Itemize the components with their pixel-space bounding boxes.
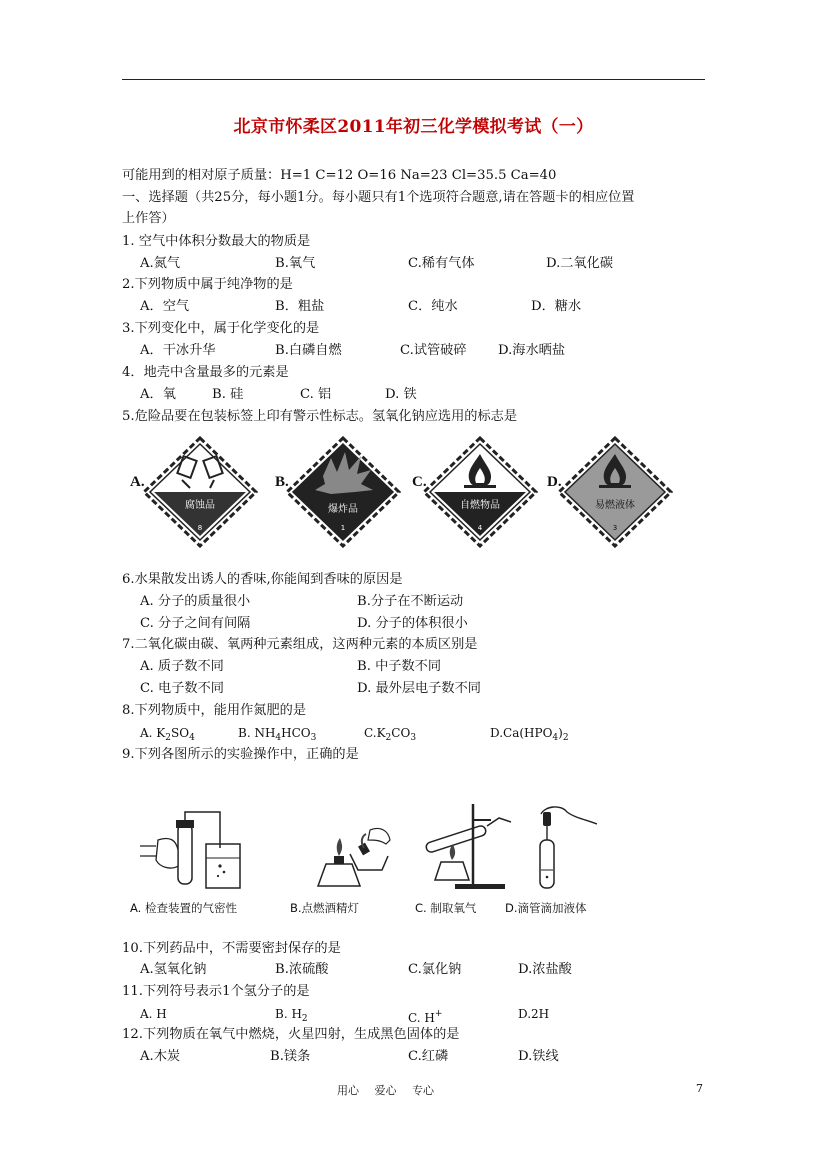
section-heading-cont: 上作答） [122, 211, 175, 226]
q3-option-d: D.海水晒盐 [498, 343, 566, 358]
q11-option-d: D.2H [518, 1007, 550, 1021]
corrosive-sign-icon [130, 436, 260, 548]
question-10: 10.下列药品中，不需要密封保存的是 [122, 941, 341, 956]
header-rule [122, 79, 705, 80]
sign-b-num: 1 [340, 524, 346, 532]
q8-c-text: C.K [364, 726, 386, 740]
q8-option-a [140, 724, 195, 747]
question-9: 9.下列各图所示的实验操作中，正确的是 [122, 747, 359, 762]
q6-option-c: C. 分子之间有间隔 [140, 616, 251, 631]
q1-option-b: B.氧气 [275, 256, 316, 271]
lab-c-caption: C. 制取氧气 [415, 901, 477, 915]
q10-option-c: C.氯化钠 [408, 962, 462, 977]
q7-option-d: D. 最外层电子数不同 [357, 681, 481, 696]
sign-self-igniting [412, 436, 542, 548]
q8-b-sub2: 3 [310, 733, 317, 743]
sign-d-letter: D. [547, 474, 562, 490]
q4-option-a: A．氧 [140, 387, 176, 402]
q8-c-sub2: 3 [410, 733, 417, 743]
q3-option-a: A．干冰升华 [140, 343, 216, 358]
q7-option-b: B. 中子数不同 [357, 659, 442, 674]
q12-option-c: C.红磷 [408, 1049, 449, 1064]
question-2: 2.下列物质中属于纯净物的是 [122, 277, 293, 292]
question-3: 3.下列变化中，属于化学变化的是 [122, 321, 320, 336]
q8-a-sub2: 4 [189, 733, 195, 743]
q8-c-mid: CO [391, 726, 411, 740]
q8-d-sub1: 4 [552, 733, 559, 743]
page-number: 7 [696, 1082, 703, 1095]
q8-option-d [490, 724, 569, 747]
q8-c-sub1: 2 [385, 733, 392, 743]
q12-option-a: A.木炭 [140, 1049, 181, 1064]
section-heading: 一、选择题（共25分，每小题1分。每小题只有1个选项符合题意,请在答题卡的相应位置 [122, 190, 635, 205]
question-12: 12.下列物质在氧气中燃烧，火星四射，生成黑色固体的是 [122, 1027, 460, 1042]
q2-option-a: A．空气 [140, 299, 190, 314]
lab-a-caption: A. 检查装置的气密性 [130, 901, 237, 915]
hazard-signs [130, 436, 690, 548]
question-4: 4．地壳中含量最多的元素是 [122, 365, 289, 380]
question-5: 5.危险品要在包装标签上印有警示性标志。氢氧化钠应选用的标志是 [122, 409, 518, 424]
sign-d-label: 易燃液体 [595, 500, 635, 511]
q6-option-a: A. 分子的质量很小 [140, 594, 251, 609]
q11-b-sub: 2 [301, 1014, 308, 1024]
q12-option-b: B.镁条 [270, 1049, 311, 1064]
lab-image-b [290, 800, 400, 918]
q7-option-a: A. 质子数不同 [140, 659, 224, 674]
q8-d-mid: ) [558, 726, 563, 740]
q2-option-c: C．纯水 [408, 299, 458, 314]
sign-b-label: 爆炸品 [328, 504, 358, 515]
sign-a-num: 8 [197, 524, 203, 532]
q1-option-c: C.稀有气体 [408, 256, 475, 271]
q6-option-b: B.分子在不断运动 [357, 594, 464, 609]
sign-d-num: 3 [612, 524, 618, 532]
sign-c-num: 4 [477, 524, 483, 532]
q4-option-d: D. 铁 [385, 387, 417, 402]
q8-b-mid: HCO [281, 726, 311, 740]
q11-option-c [408, 1005, 442, 1027]
q12-option-d: D.铁线 [518, 1049, 559, 1064]
q8-a-sub1: 2 [165, 733, 171, 743]
atomic-mass-line: 可能用到的相对原子质量：H=1 C=12 O=16 Na=23 Cl=35.5 Ca=40 [122, 168, 557, 183]
q8-b-text: B. NH [238, 726, 276, 740]
q8-a-text: A. K [140, 726, 166, 740]
q2-option-d: D．糖水 [531, 299, 582, 314]
q7-option-c: C. 电子数不同 [140, 681, 224, 696]
lab-d-caption: D.滴管滴加液体 [505, 901, 587, 915]
sign-c-letter: C. [412, 474, 427, 490]
q6-option-d: D. 分子的体积很小 [357, 616, 468, 631]
flame-sign-icon [412, 436, 542, 548]
q11-option-b [275, 1005, 308, 1028]
footer-motto: 用心 爱心 专心 [337, 1084, 434, 1097]
q2-option-b: B．粗盐 [275, 299, 325, 314]
q11-c-text: C. H [408, 1011, 435, 1025]
q11-c-sup: + [434, 1009, 443, 1019]
q3-option-b: B.白磷自燃 [275, 343, 342, 358]
sign-corrosive [130, 436, 260, 548]
q8-d-sub2: 2 [562, 733, 569, 743]
sign-explosive [275, 436, 405, 548]
q11-option-a: A. H [140, 1007, 167, 1021]
sign-a-label: 腐蚀品 [185, 500, 215, 511]
lab-b-caption: B.点燃酒精灯 [290, 901, 360, 915]
q11-b-text: B. H [275, 1007, 302, 1021]
q1-option-d: D.二氧化碳 [546, 256, 614, 271]
q8-d-text: D.Ca(HPO [490, 726, 553, 740]
question-8: 8.下列物质中，能用作氮肥的是 [122, 703, 307, 718]
sign-a-letter: A. [130, 474, 145, 490]
q8-option-c [364, 724, 416, 747]
q10-option-a: A.氢氧化钠 [140, 962, 207, 977]
question-11: 11.下列符号表示1个氢分子的是 [122, 984, 310, 999]
lab-image-d [505, 800, 615, 918]
q8-option-b [238, 724, 316, 747]
dropper-icon [505, 800, 615, 896]
flammable-liquid-sign-icon [547, 436, 677, 548]
q3-option-c: C.试管破碎 [400, 343, 467, 358]
sign-c-label: 自燃物品 [460, 500, 500, 511]
q8-b-sub1: 4 [275, 733, 282, 743]
lab-operation-images [130, 800, 620, 920]
q10-option-d: D.浓盐酸 [518, 962, 572, 977]
airtightness-check-icon [130, 800, 265, 896]
page-title: 北京市怀柔区2011年初三化学模拟考试（一） [233, 117, 594, 137]
sign-b-letter: B. [275, 474, 289, 490]
lab-image-a [130, 800, 265, 918]
q4-option-b: B. 硅 [212, 387, 244, 402]
q1-option-a: A.氮气 [140, 256, 181, 271]
q10-option-b: B.浓硫酸 [275, 962, 329, 977]
explosive-sign-icon [275, 436, 405, 548]
alcohol-lamp-lighting-icon [290, 800, 400, 896]
q8-a-mid: SO [171, 726, 190, 740]
sign-flammable-liquid [547, 436, 677, 548]
question-7: 7.二氧化碳由碳、氧两种元素组成，这两种元素的本质区别是 [122, 637, 478, 652]
question-1: 1. 空气中体积分数最大的物质是 [122, 234, 311, 249]
question-6: 6.水果散发出诱人的香味,你能闻到香味的原因是 [122, 572, 403, 587]
q4-option-c: C. 铝 [300, 387, 332, 402]
